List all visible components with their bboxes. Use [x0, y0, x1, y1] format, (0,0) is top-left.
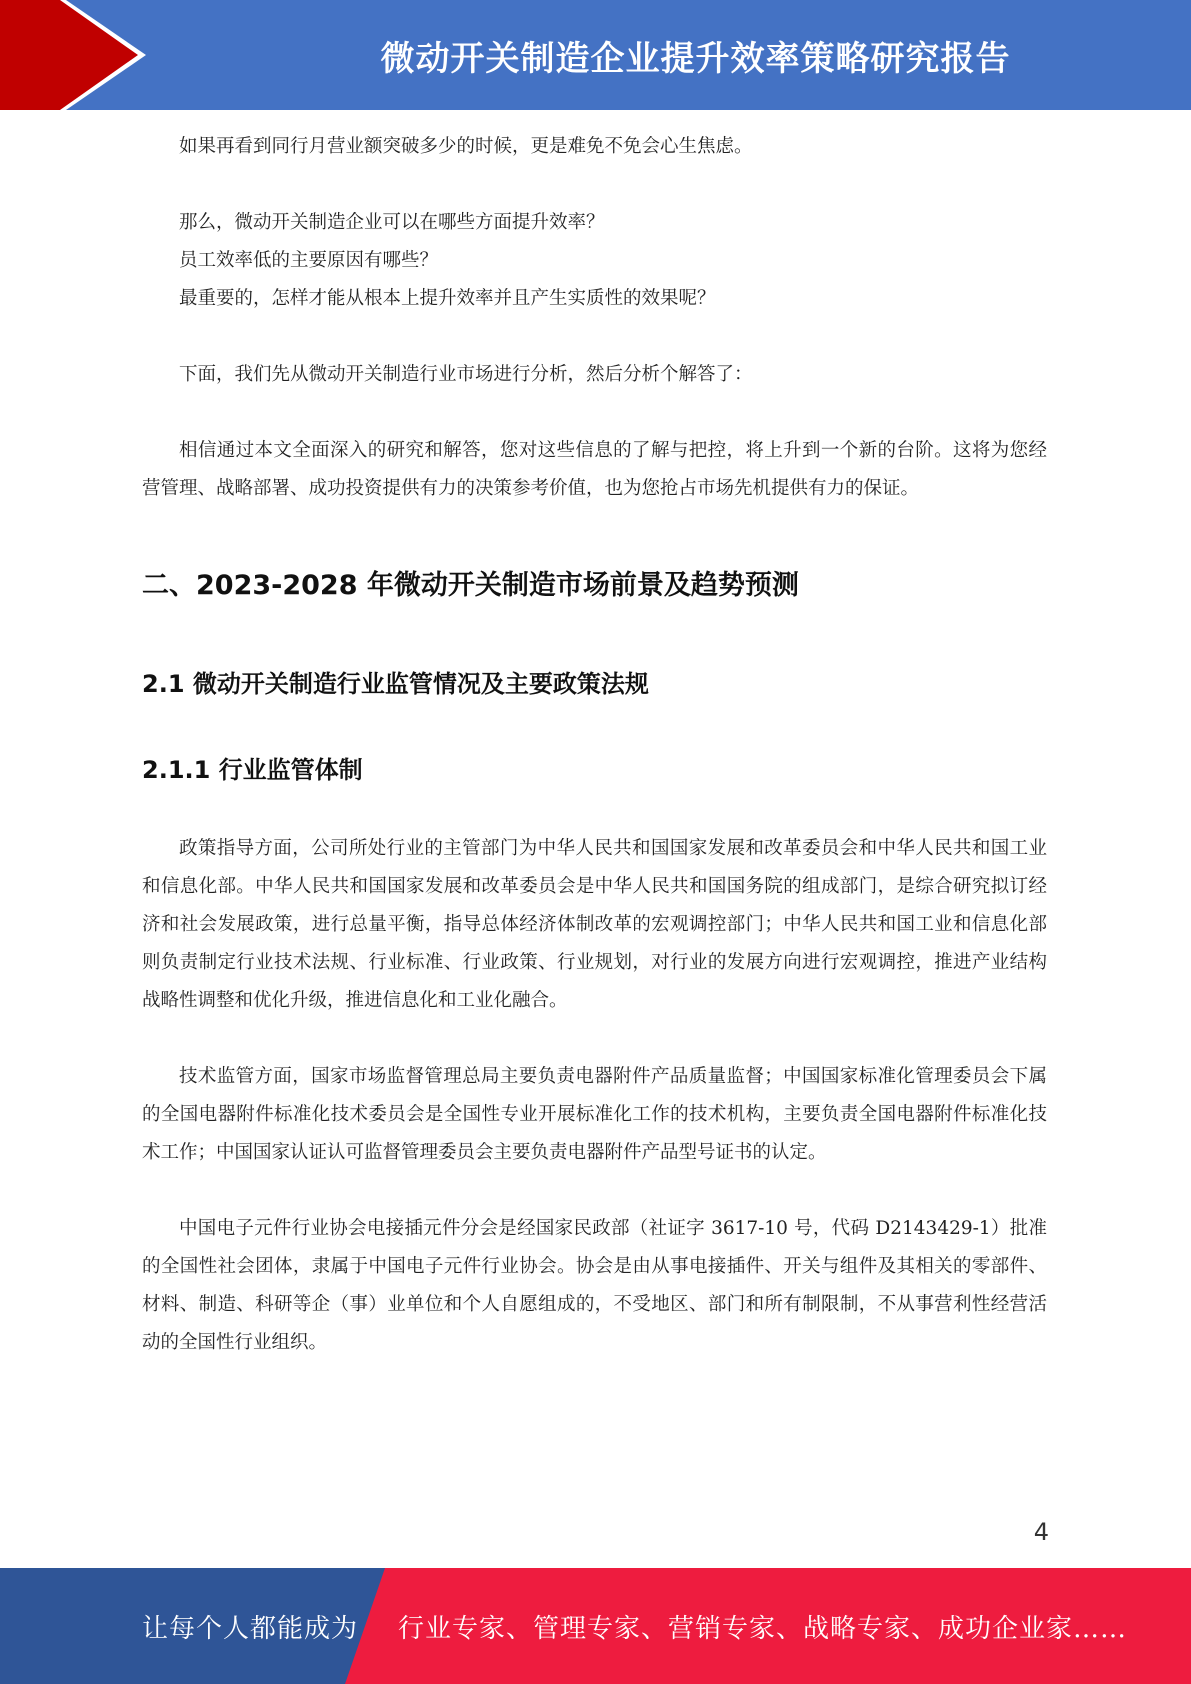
- footer-slogan-left: 让每个人都能成为: [142, 1613, 359, 1644]
- page-header: [0, 0, 1191, 110]
- question-efficiency: 那么，微动开关制造企业可以在哪些方面提升效率？: [179, 212, 605, 233]
- page-content: [142, 128, 1047, 1362]
- header-chevron-decoration: [0, 0, 160, 110]
- paragraph-analysis-intro: 下面，我们先从微动开关制造行业市场进行分析，然后分析个解答了：: [179, 364, 753, 385]
- paragraph-industry-association: 中国电子元件行业协会电接插元件分会是经国家民政部（社证字 3617-10 号，代码 D2143429-1）批准的全国性社会团体，隶属于中国电子元件行业协会。协会是由从事电接插件、开关与组件及其相关的零部件、材料、制造、科研等企（事）业单位和个人自愿组成的，不受地区、部门和所有制限制，不从事营利性经营活动的全国性行业组织。: [142, 1218, 1047, 1353]
- footer-slogan-right: 行业专家、管理专家、营销专家、战略专家、成功企业家……: [398, 1613, 1128, 1644]
- subsubsection-heading-2-1-1: 2.1.1 行业监管体制: [142, 756, 363, 784]
- paragraph-policy-guidance: 政策指导方面，公司所处行业的主管部门为中华人民共和国国家发展和改革委员会和中华人民共和国工业和信息化部。中华人民共和国国家发展和改革委员会是中华人民共和国国务院的组成部门，是综合研究拟订经济和社会发展政策，进行总量平衡，指导总体经济体制改革的宏观调控部门；中华人民共和国工业和信息化部则负责制定行业技术法规、行业标准、行业政策、行业规划，对行业的发展方向进行宏观调控，推进产业结构战略性调整和优化升级，推进信息化和工业化融合。: [142, 838, 1047, 1011]
- paragraph-trust: 相信通过本文全面深入的研究和解答，您对这些信息的了解与把控，将上升到一个新的台阶。这将为您经营管理、战略部署、成功投资提供有力的决策参考价值，也为您抢占市场先机提供有力的保证。: [142, 440, 1047, 499]
- paragraph-anxiety: 如果再看到同行月营业额突破多少的时候，更是难免不免会心生焦虑。: [179, 136, 753, 157]
- subsection-heading-2-1: 2.1 微动开关制造行业监管情况及主要政策法规: [142, 670, 649, 698]
- question-low-efficiency: 员工效率低的主要原因有哪些？: [179, 250, 439, 271]
- page-footer: [0, 1568, 1191, 1684]
- section-heading-2: 二、2023-2028 年微动开关制造市场前景及趋势预测: [142, 570, 799, 601]
- question-fundamental: 最重要的，怎样才能从根本上提升效率并且产生实质性的效果呢？: [179, 288, 716, 309]
- report-title: 微动开关制造企业提升效率策略研究报告: [380, 38, 1011, 79]
- paragraph-technical-supervision: 技术监管方面，国家市场监督管理总局主要负责电器附件产品质量监督；中国国家标准化管理委员会下属的全国电器附件标准化技术委员会是全国性专业开展标准化工作的技术机构，主要负责全国电器附件标准化技术工作；中国国家认证认可监督管理委员会主要负责电器附件产品型号证书的认定。: [142, 1066, 1047, 1163]
- page-number: 4: [1033, 1518, 1049, 1546]
